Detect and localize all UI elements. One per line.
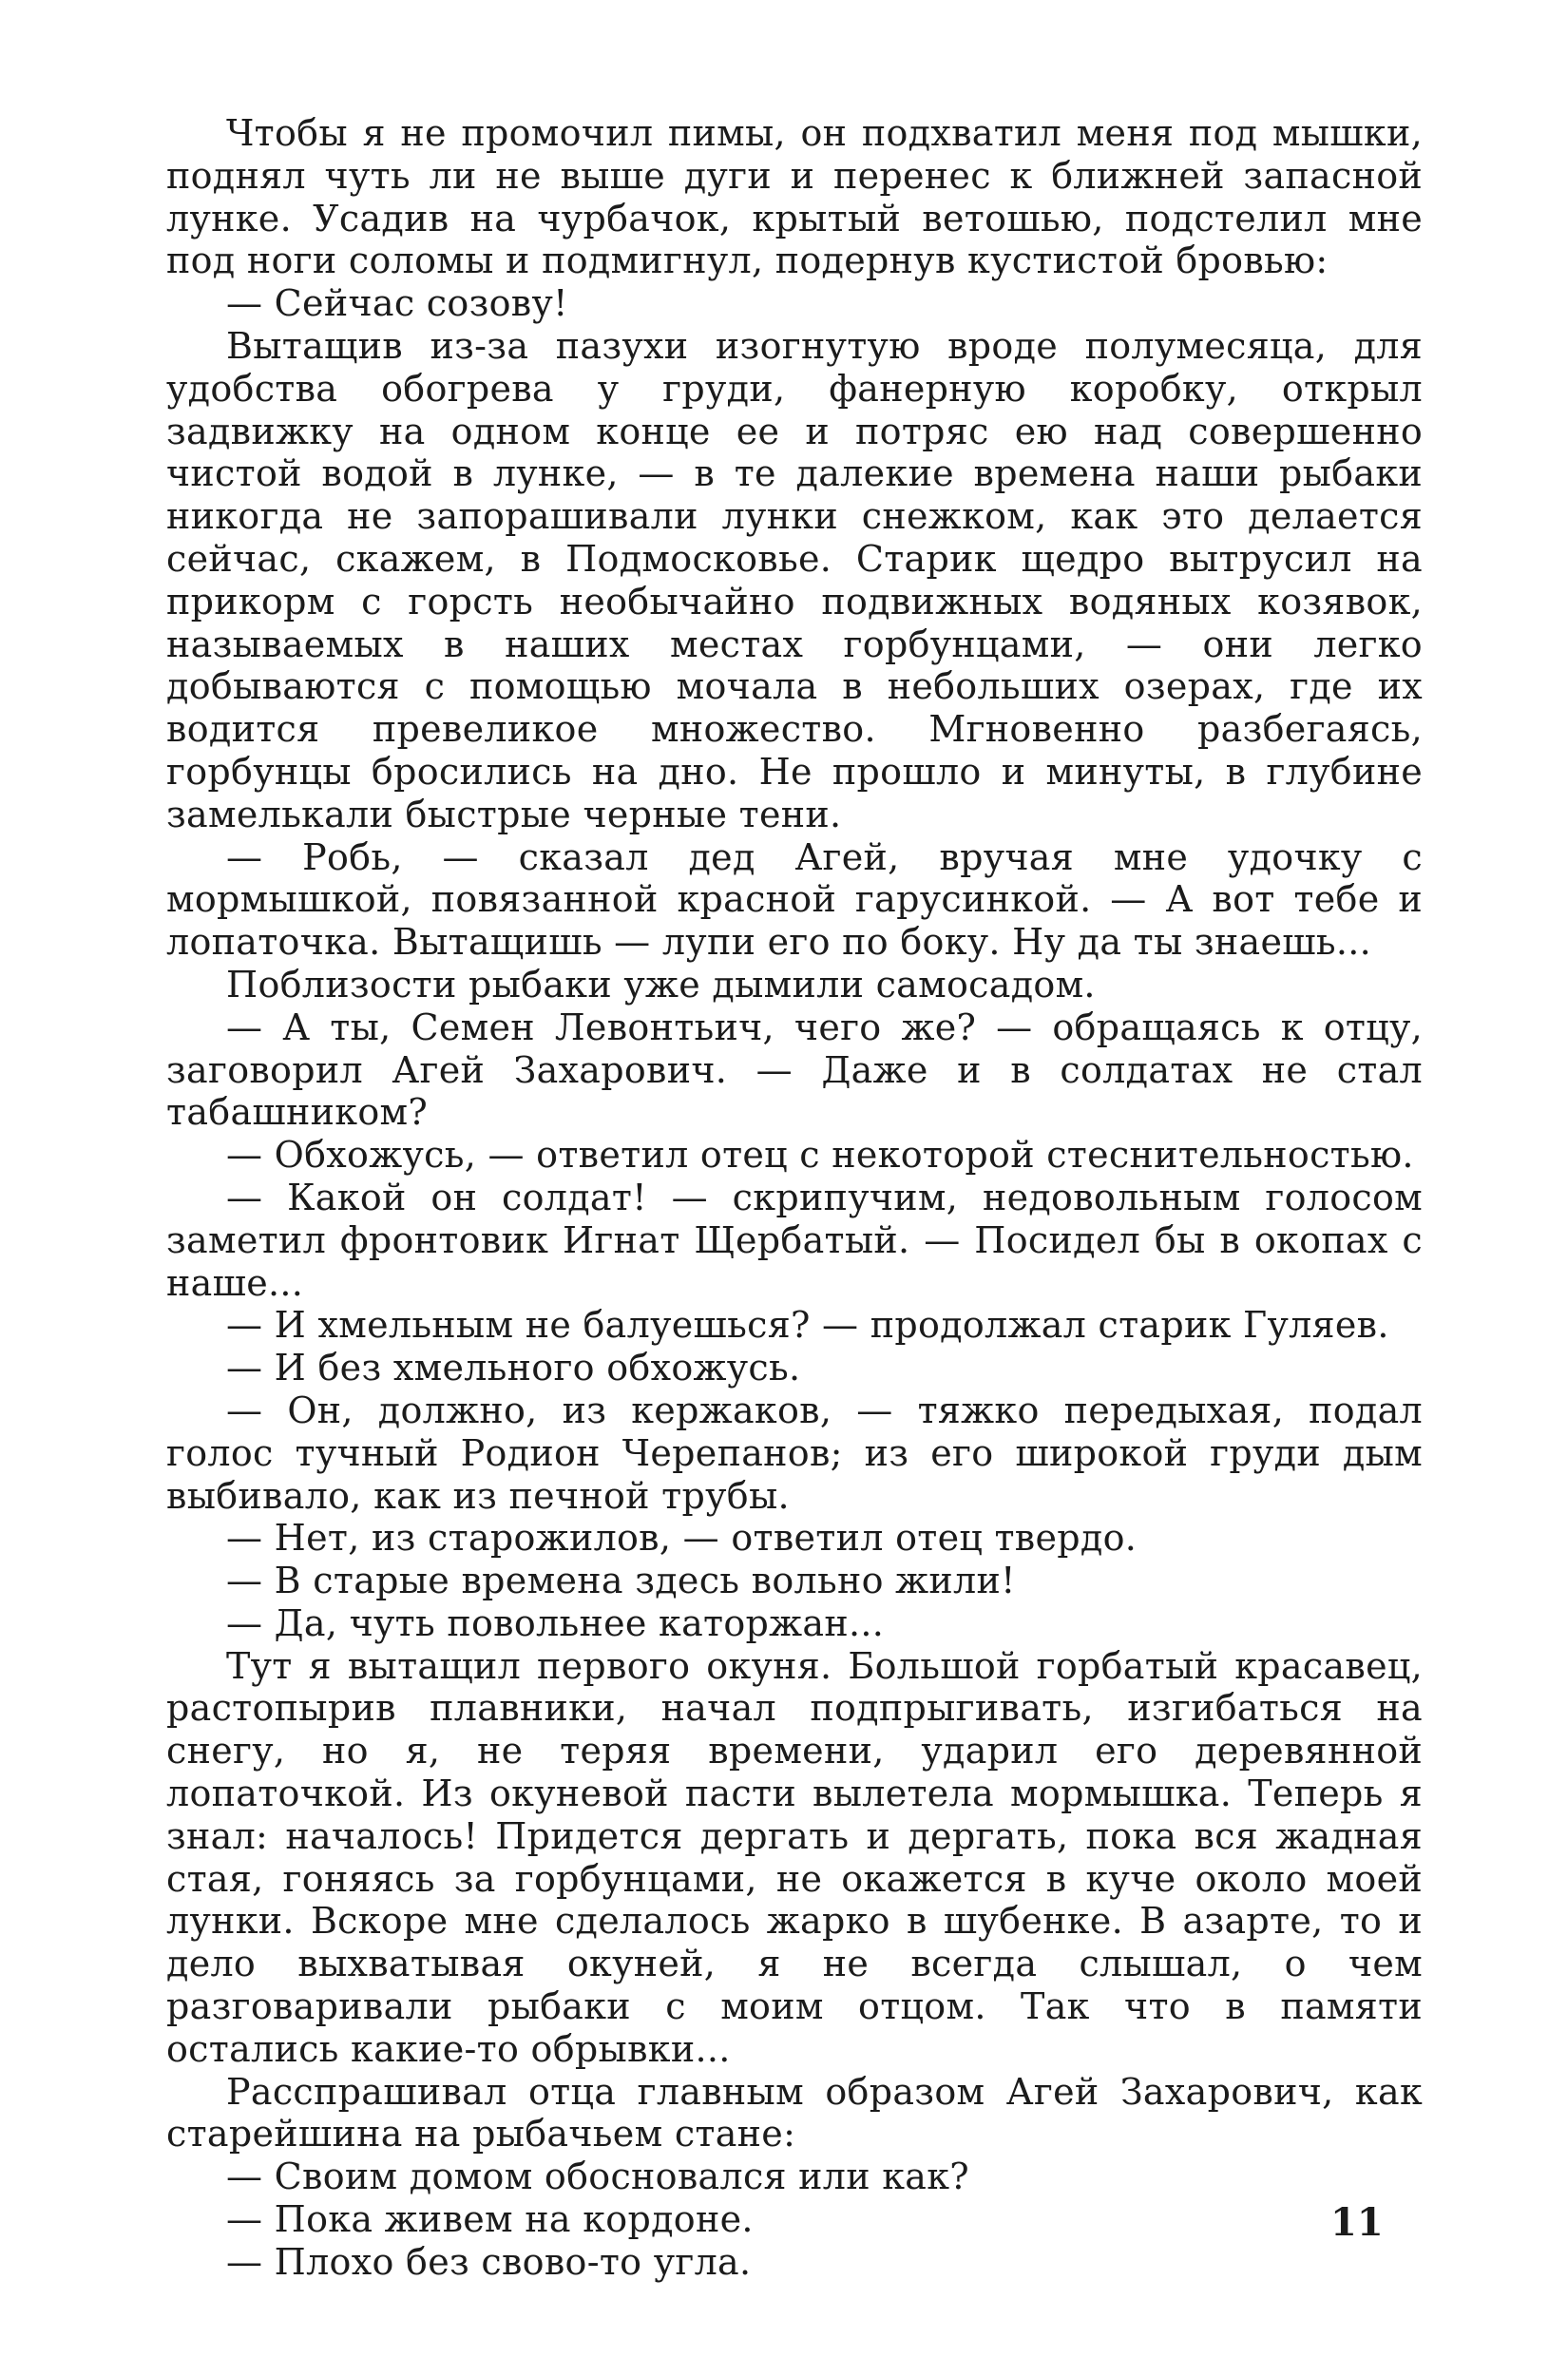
paragraph-3: Вытащив из-за пазухи изогнутую вроде полумесяца, для удобства обогрева у груди, фанерную коробку, открыл задвижку на одном конце ее и потряс ею над совершенно чистой водой в лунке, — в те далекие времена наши рыбаки никогда не запорашивали лунки снежком, как это делается сейчас, скажем, в Подмосковье. Старик щедро вытрусил на прикорм с горсть необычайно подвижных водяных козявок, называемых в наших местах горбунцами, — они легко добываются с помощью мочала в небольших озерах, где их водится превеликое множество. Мгновенно разбегаясь, горбунцы бросились на дно. Не прошло и минуты, в глубине замелькали быстрые черные тени. [166, 324, 1423, 835]
paragraph-5: Поблизости рыбаки уже дымили самосадом. [226, 963, 1096, 1006]
paragraph-16: Расспрашивал отца главным образом Агей Захарович, как старейшина на рыбачьем стане: [166, 2070, 1423, 2156]
paragraph-13: — В старые времена здесь вольно жили! [226, 1560, 1016, 1602]
paragraph-14: — Да, чуть повольнее каторжан... [226, 1601, 885, 1644]
paragraph-4: — Робь, — сказал дед Агей, вручая мне удочку с мормышкой, повязанной красной гарусинкой. — А вот тебе и лопаточка. Вытащишь — лупи его по боку. Ну да ты знаешь... [166, 835, 1423, 964]
paragraph-7: — Обхожусь, — ответил отец с некоторой стеснительностью. [226, 1134, 1414, 1177]
paragraph-11: — Он, должно, из кержаков, — тяжко передыхая, подал голос тучный Родион Черепанов; из его широкой груди дым выбивало, как из печной трубы. [166, 1389, 1423, 1517]
paragraph-12: — Нет, из старожилов, — ответил отец твердо. [226, 1517, 1138, 1560]
paragraph-15: Тут я вытащил первого окуня. Большой горбатый красавец, растопырив плавники, начал подпрыгивать, изгибаться на снегу, но я, не теряя времени, ударил его деревянной лопаточкой. Из окуневой пасти вылетела мормышка. Теперь я знал: началось! Придется дергать и дергать, пока вся жадная стая, гоняясь за горбунцами, не окажется в куче около моей лунки. Вскоре мне сделалось жарко в шубенке. В азарте, то и дело выхватывая окуней, я не всегда слышал, о чем разговаривали рыбаки с моим отцом. Так что в памяти остались какие-то обрывки... [166, 1644, 1423, 2070]
page-text [166, 112, 1423, 2284]
paragraph-10: — И без хмельного обхожусь. [226, 1347, 801, 1389]
paragraph-2: — Сейчас созову! [226, 282, 568, 325]
book-page [166, 112, 1423, 2298]
paragraph-6: — А ты, Семен Левонтьич, чего же? — обращаясь к отцу, заговорил Агей Захарович. — Даже и в солдатах не стал табашником? [166, 1006, 1423, 1134]
paragraph-19: — Плохо без свово-то угла. [226, 2240, 752, 2283]
paragraph-1: Чтобы я не промочил пимы, он подхватил меня под мышки, поднял чуть ли не выше дуги и перенес к ближней запасной лунке. Усадив на чурбачок, крытый ветошью, подстелил мне под ноги соломы и подмигнул, подернув кустистой бровью: [166, 112, 1423, 282]
page-number: 11 [1330, 2200, 1384, 2245]
paragraph-17: — Своим домом обосновался или как? [226, 2156, 969, 2198]
paragraph-9: — И хмельным не балуешься? — продолжал старик Гуляев. [226, 1304, 1389, 1347]
paragraph-8: — Какой он солдат! — скрипучим, недовольным голосом заметил фронтовик Игнат Щербатый. — Посидел бы в окопах с наше... [166, 1176, 1423, 1304]
paragraph-18: — Пока живем на кордоне. [226, 2198, 754, 2241]
